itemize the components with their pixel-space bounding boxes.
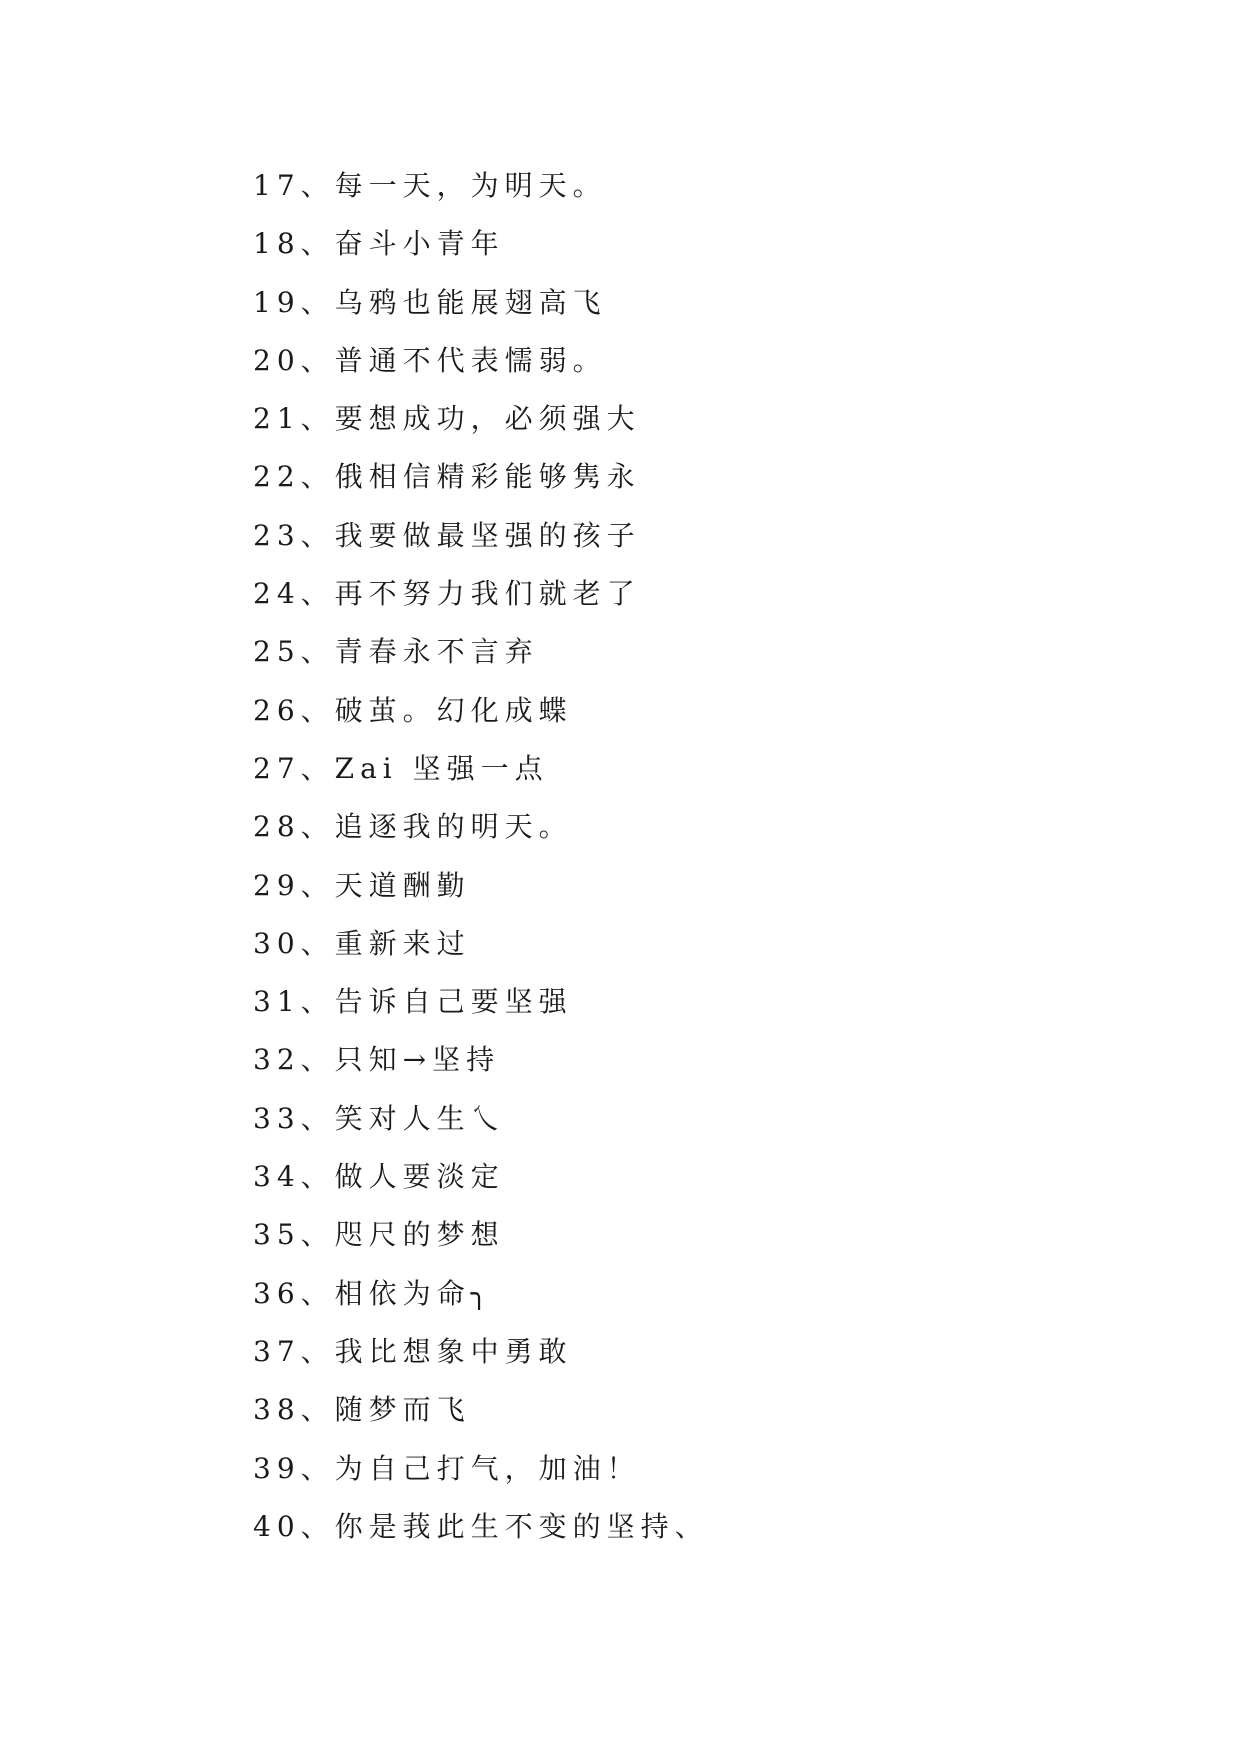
list-item: 31、告诉自己要坚强 <box>253 985 573 1019</box>
list-item: 20、普通不代表懦弱。 <box>253 343 607 377</box>
list-item: 38、随梦而飞 <box>253 1393 471 1427</box>
list-item: 36、相依为命╮ <box>253 1276 494 1310</box>
list-item: 34、做人要淡定 <box>253 1160 505 1194</box>
list-item: 19、乌鸦也能展翅高飞 <box>253 285 607 319</box>
list-item: 37、我比想象中勇敢 <box>253 1334 573 1368</box>
list-item: 22、俄相信精彩能够隽永 <box>253 460 641 494</box>
list-item: 39、为自己打气，加油！ <box>253 1451 641 1485</box>
list-item: 21、要想成功，必须强大 <box>253 402 641 436</box>
list-item: 17、每一天，为明天。 <box>253 169 607 202</box>
list-item: 27、Zai 坚强一点 <box>253 751 549 785</box>
slogan-list <box>253 157 709 1556</box>
list-item: 35、咫尺的梦想 <box>253 1218 505 1252</box>
list-item: 40、你是莪此生不变的坚持、 <box>253 1509 709 1543</box>
list-item: 33、笑对人生乀 <box>253 1101 505 1135</box>
list-item: 24、再不努力我们就老了 <box>253 577 641 611</box>
list-item: 30、重新来过 <box>253 926 471 960</box>
list-item: 32、只知→坚持 <box>253 1043 501 1077</box>
list-item: 18、奋斗小青年 <box>253 227 505 261</box>
list-item: 23、我要做最坚强的孩子 <box>253 518 641 552</box>
list-item: 26、破茧。幻化成蝶 <box>253 693 573 727</box>
list-item: 25、青春永不言弃 <box>253 635 539 669</box>
list-item: 28、追逐我的明天。 <box>253 810 573 844</box>
list-item: 29、天道酬勤 <box>253 868 471 902</box>
